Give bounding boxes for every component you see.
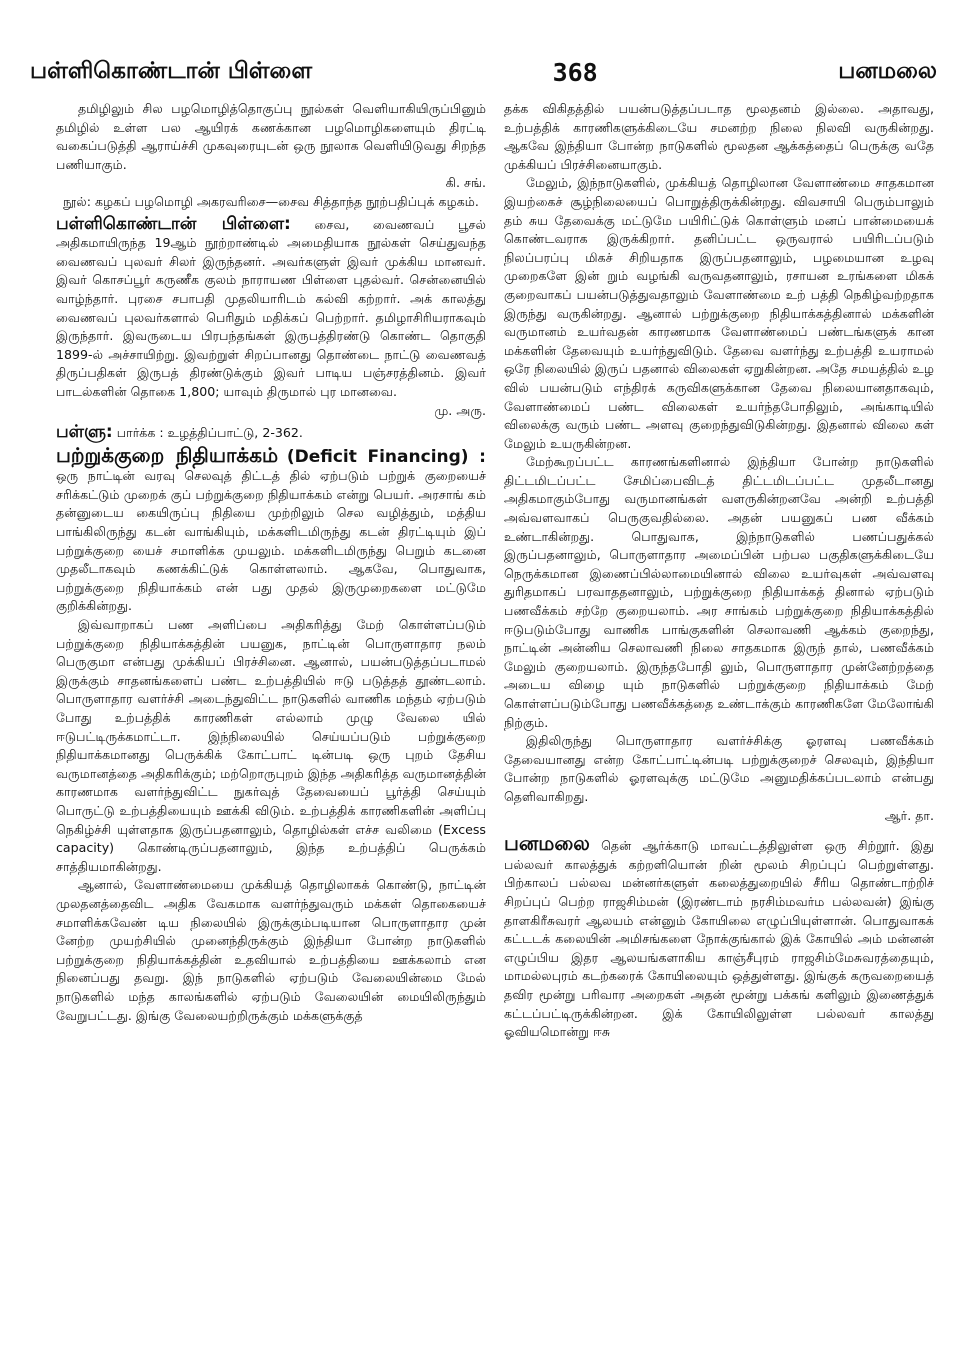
entry-pallu-text: பார்க்க : உழத்திப்பாட்டு, 2-362. (116, 425, 303, 441)
entry-deficit-para1: ஒரு நாட்டின் வரவு செலவுத் திட்டத் தில் ஏற்படும் பற்றுக் குறையைச் சரிக்கட்டும் முறைக் குப் பற்றுக்குறை நிதியாக்கம் என்று பெயர். அரசாங் கம் தன்னுடைய கையிருப்பு நிதியை முற்றிலும் செல வழித்தும், மத்திய பாங்கிலிருந்து கடன் வாங்கியும், மக்களிடமிருந்து கடன் திரட்டியும் இப் பற்றுக்குறை யைச் சமாளிக்க முயலும். மக்களிடமிருந்து பெறும் கடனை முதலீடாகவும் கணக்கிட்டுக் கொள்ளலாம். ஆகவே, பொதுவாக, பற்றுக்குறை நிதியாக்கம் என் பது முதல் இருமுறைகளை மட்டுமே குறிக்கின்றது. (56, 468, 486, 614)
right-para4-signature: ஆர். தா. (884, 807, 934, 823)
entry-deficit-para2: இவ்வாறாகப் பண அளிப்பை அதிகரித்து மேற் கொள்ளப்படும் பற்றுக்குறை நிதியாக்கத்தின் பயனுக, நாட்டின் பொருளாதார நலம் பெருகுமா என்பது முக்கியப் பிரச்சினை. ஆனால், பயன்படுத்தப்படாமல் இருக்கும் சாதனங்களைப் பண்ட உற்பத்தியில் ஈடு படுத்தத் தூண்டலாம். பொருளாதார வளர்ச்சி அடைந்துவிட்ட நாடுகளில் வாணிக மந்தம் ஏற்படும் போது உற்பத்திக் காரணிகள் எல்லாம் முழு வேலை யில் ஈடுபட்டிருக்கமாட்டா. இந்நிலையில் செய்யப்படும் பற்றுக்குறை நிதியாக்கமானது பெருக்கிக் கோட்பாட் டின்படி ஒரு புறம் தேசிய வருமானத்தை அதிகரிக்கும்; மற்றொருபுறம் இந்த அதிகரித்த வருமானத்தின் காரணமாக வளர்ந்துவிட்ட நுகர்வுத் தேவையைப் பூர்த்தி செய்யும் பொருட்டு உற்பத்தியையும் ஊக்கி விடும். உற்பத்திக் காரணிகளின் அளிப்பு நெகிழ்ச்சி யுள்ளதாக இருப்பதனாலும், தொழில்கள் எச்ச வலிமை (Excess capacity) கொண்டிருப்பதனாலும், இந்த உற்பத்திப் பெருக்கம் சாத்தியமாகின்றது. (56, 617, 486, 874)
entry-pillai-heading: பள்ளிகொண்டான் பிள்ளை: (56, 213, 291, 234)
entry-pillai-signature: மு. அரு. (434, 402, 486, 418)
header-left-title: பள்ளிகொண்டான் பிள்ளை (30, 57, 313, 84)
source-line: நூல்: கழகப் பழமொழி அகரவரிசை—சைவ சித்தாந்த நூற்பதிப்புக் கழகம். (63, 193, 479, 209)
entry-deficit (56, 442, 486, 616)
right-para1: தக்க விகிதத்தில் பயன்படுத்தப்படாத மூலதனம் இல்லை. அதாவது, உற்பத்திக் காரணிகளுக்கிடையே சமனற்ற நிலை நிலவி வருகின்றது. ஆகவே இந்தியா போன்ற நாடுகளில் மூலதன ஆக்கத்தைப் பெருக்கு வதே முக்கியப் பிரச்சினையாகும். (504, 101, 934, 172)
right-para4: இதிலிருந்து பொருளாதார வளர்ச்சிக்கு ஓரளவு பணவீக்கம் தேவையானது என்ற கோட்பாட்டின்படி பற்றுக்குறைச் செலவும், இந்தியா போன்ற நாடுகளில் ஓரளவுக்கு மட்டுமே அனுமதிக்கப்படலாம் என்பது தெளிவாகிறது. (504, 733, 934, 804)
entry-panamalai (504, 831, 934, 1042)
entry-pallu-heading: பள்ளு: (56, 422, 113, 443)
right-para3: மேற்கூறப்பட்ட காரணங்களினால் இந்தியா போன்ற நாடுகளில் திட்டமிடப்பட்ட சேமிப்பைவிடத் திட்டமிடப்பட்ட முதலீடானது அதிகமாகும்போது வருமானங்கள் வளருகின்றனவே அன்றி உற்பத்தி அவ்வளவாகப் பெருகுவதில்லை. அதன் பயனுகப் பண வீக்கம் உண்டாகின்றது. பொதுவாக, இந்நாடுகளில் பணப்பதுக்கல் இருப்பதனாலும், பொருளாதார அமைப்பின் பற்பல பகுதிகளுக்கிடையே நெருக்கமான இணைப்பில்லாமையினால் விலை உயர்வுகள் அவ்வளவு துரிதமாகப் பரவாததனாலும், பற்றுக்குறை நிதியாக்கத் தினால் ஏற்படும் பணவீக்கம் சற்றே குறையலாம். அர சாங்கம் பற்றுக்குறை நிதியாக்கத்தில் ஈடுபடும்போது வாணிக பாங்குகளின் செலாவணி ஆக்கம் குறைந்து, நாட்டின் அன்னிய செலாவணி நிலை சாதகமாக இருந் தால், பணவீக்கம் மேலும் குறையலாம். இருந்தபோதி லும், பொருளாதார முன்னேற்றத்தை அடைய விழை யும் நாடுகளில் பற்றுக்குறை நிதியாக்கம் மேற் கொள்ளப்படும்போது பணவீக்கத்தை உண்டாக்கும் காரணிகளே மேலோங்கி நிற்கும். (504, 454, 934, 730)
page-number: 368 (552, 57, 598, 87)
entry-panamalai-text: தென் ஆர்க்காடு மாவட்டத்திலுள்ள ஒரு சிற்றூர். இது பல்லவர் காலத்துக் கற்றளியொன் றின் மூலம் சிறப்புப் பெற்றுள்ளது. பிற்காலப் பல்லவ மன்னர்களுள் கலைத்துறையில் சீரிய தொண்டாற்றிச் சிறப்புப் பெற்ற ராஜசிம்மன் (இரண்டாம் நரசிம்மவர்ம பல்லவன்) இங்கு தாளகிரீசுவரர் ஆலயம் என்னும் கோயிலை எழுப்பியுள்ளான். பொதுவாகக் கட்டடக் கலையின் அமிசங்களை நோக்குங்கால் இக் கோயில் அம் மன்னன் எழுப்பிய இதர ஆலயங்களாகிய காஞ்சீபுரம் ராஜசிம்மேசுவரத்தையும், மாமல்லபுரம் கடற்கரைக் கோயிலையும் ஒத்துள்ளது. இங்குக் கருவறையைத் தவிர மூன்று பரிவார அறைகள் அதன் மூன்று பக்கங் களிலும் இணைத்துக் கட்டப்பட்டிருக்கின்றன. இக் கோயிலிலுள்ள பல்லவர் காலத்து ஓவியமொன்று ஈசு (504, 838, 934, 1040)
entry-pillai-text: சைவ, வைணவப் பூசல் அதிகமாயிருந்த 19ஆம் நூற்றாண்டில் அமைதியாக நூல்கள் செய்துவந்த வைணவப் புலவர் சிலர் இருந்தனர். அவர்களுள் இவர் முக்கிய மானவர். இவர் கொசப்பூர் கருணீக குலம் நாராயண பிள்ளை புதல்வர். சென்னையில் வாழ்ந்தார். புரசை சபாபதி முதலியாரிடம் கல்வி கற்றார். அக் காலத்து வைணவப் புலவர்களால் பெரிதும் மதிக்கப் பெற்றார். தமிழாசிரியராகவும் இருந்தார். இவருடைய பிரபந்தங்கள் இருபத்திரண்டு கொண்ட தொகுதி 1899-ல் அச்சாயிற்று. இவற்றுள் சிறப்பானது தொண்டை நாட்டு வைணவத் திருப்பதிகள் இருபத் திரண்டுக்கும் இவர் பாடிய பஞ்சரத்தினம். இவர் பாடல்களின் தொகை 1,800; யாவும் திருமால் புர மானவை. (56, 216, 486, 399)
intro-signature: கி. சங். (445, 175, 486, 191)
left-column (56, 100, 486, 1350)
entry-deficit-para3: ஆனால், வேளாண்மையை முக்கியத் தொழிலாகக் கொண்டு, நாட்டின் முலதனத்தைவிட அதிக வேகமாக வளர்ந்துவரும் மக்கள் தொகையைச் சமாளிக்கவேண் டிய நிலையில் இருக்கும்படியான பொருளாதார முன் னேற்ற முயற்சியில் முனைந்திருக்கும் இந்தியா போன்ற நாடுகளில் பற்றுக்குறை நிதியாக்கத்தின் உதவியால் உற்பத்தியை ஊக்கலாம் என நினைப்பது தவறு. இந் நாடுகளில் ஏற்படும் வேலையின்மை மேல் நாடுகளில் மந்த காலங்களில் ஏற்படும் வேலையின் மையிலிருந்தும் வேறுபட்டது. இங்கு வேலையற்றிருக்கும் மக்களுக்குத் (56, 877, 486, 1023)
entry-deficit-heading: பற்றுக்குறை நிதியாக்கம் (56, 442, 279, 467)
entry-panamalai-heading: பனமலை (504, 831, 590, 856)
right-para2: மேலும், இந்நாடுகளில், முக்கியத் தொழிலான வேளாண்மை சாதகமான இயற்கைச் சூழ்நிலையைப் பொறுத்திருக்கின்றது. விவசாயி பெரும்பாலும் தம் சுய தேவைக்கு மட்டுமே பயிரிட்டுக் கொள்ளும் மனப் பான்மையைக் கொண்டவராக இருக்கிறார். தனிப்பட்ட ஒருவரால் பயிரிடப்படும் நிலப்பரப்பு மிகச் சிறியதாக இருப்பதனாலும், பழமையான உழவு முறைகளே இன் றும் வழங்கி வருவதனாலும், ரசாயன உரங்களை மிகக் குறைவாகப் பயன்படுத்துவதாலும் வேளாண்மை உற் பத்தி நெகிழ்வற்றதாக இருந்து வருகின்றது. ஆனால் பற்றுக்குறை நிதியாக்கத்தினால் மக்களின் வருமானம் உயர்வதன் காரணமாக வேளாண்மைப் பண்டங்களுக் கான மக்களின் தேவையும் உயர்ந்துவிடும். தேவை வளர்ந்து உற்பத்தி உயராமல் ஒரே நிலையில் இருப் பதனால் விலைகள் ஏறுகின்றன. அதே சமயத்தில் உழ வில் பயன்படும் எந்திரக் கருவிகளுக்கான தேவை நிலையானதாகவும், வேளாண்மைப் பண்ட விலைகள் உயர்ந்தபோதிலும், அங்காடியில் விலைக்கு வரும் பண்ட அளவு குறைந்துவிடுகின்றது. இதனால் விலை கள் மேலும் உயருகின்றன. (504, 175, 934, 451)
intro-paragraph: தமிழிலும் சில பழமொழித்தொகுப்பு நூல்கள் வெளியாகியிருப்பினும் தமிழில் உள்ள பல ஆயிரக் கணக்கான பழமொழிகளையும் திரட்டி வகைப்படுத்தி ஆராய்ச்சி முகவுரையுடன் ஒரு நூலாக வெளியிடுவது சிறந்த பணியாகும். (56, 101, 486, 172)
header-right-title: பனமலை (838, 57, 937, 84)
entry-pallu (56, 423, 486, 443)
entry-pillai (56, 215, 486, 402)
right-column (504, 100, 934, 1350)
page-header (30, 52, 937, 92)
entry-deficit-heading-en: (Deficit Financing) : (286, 446, 486, 467)
